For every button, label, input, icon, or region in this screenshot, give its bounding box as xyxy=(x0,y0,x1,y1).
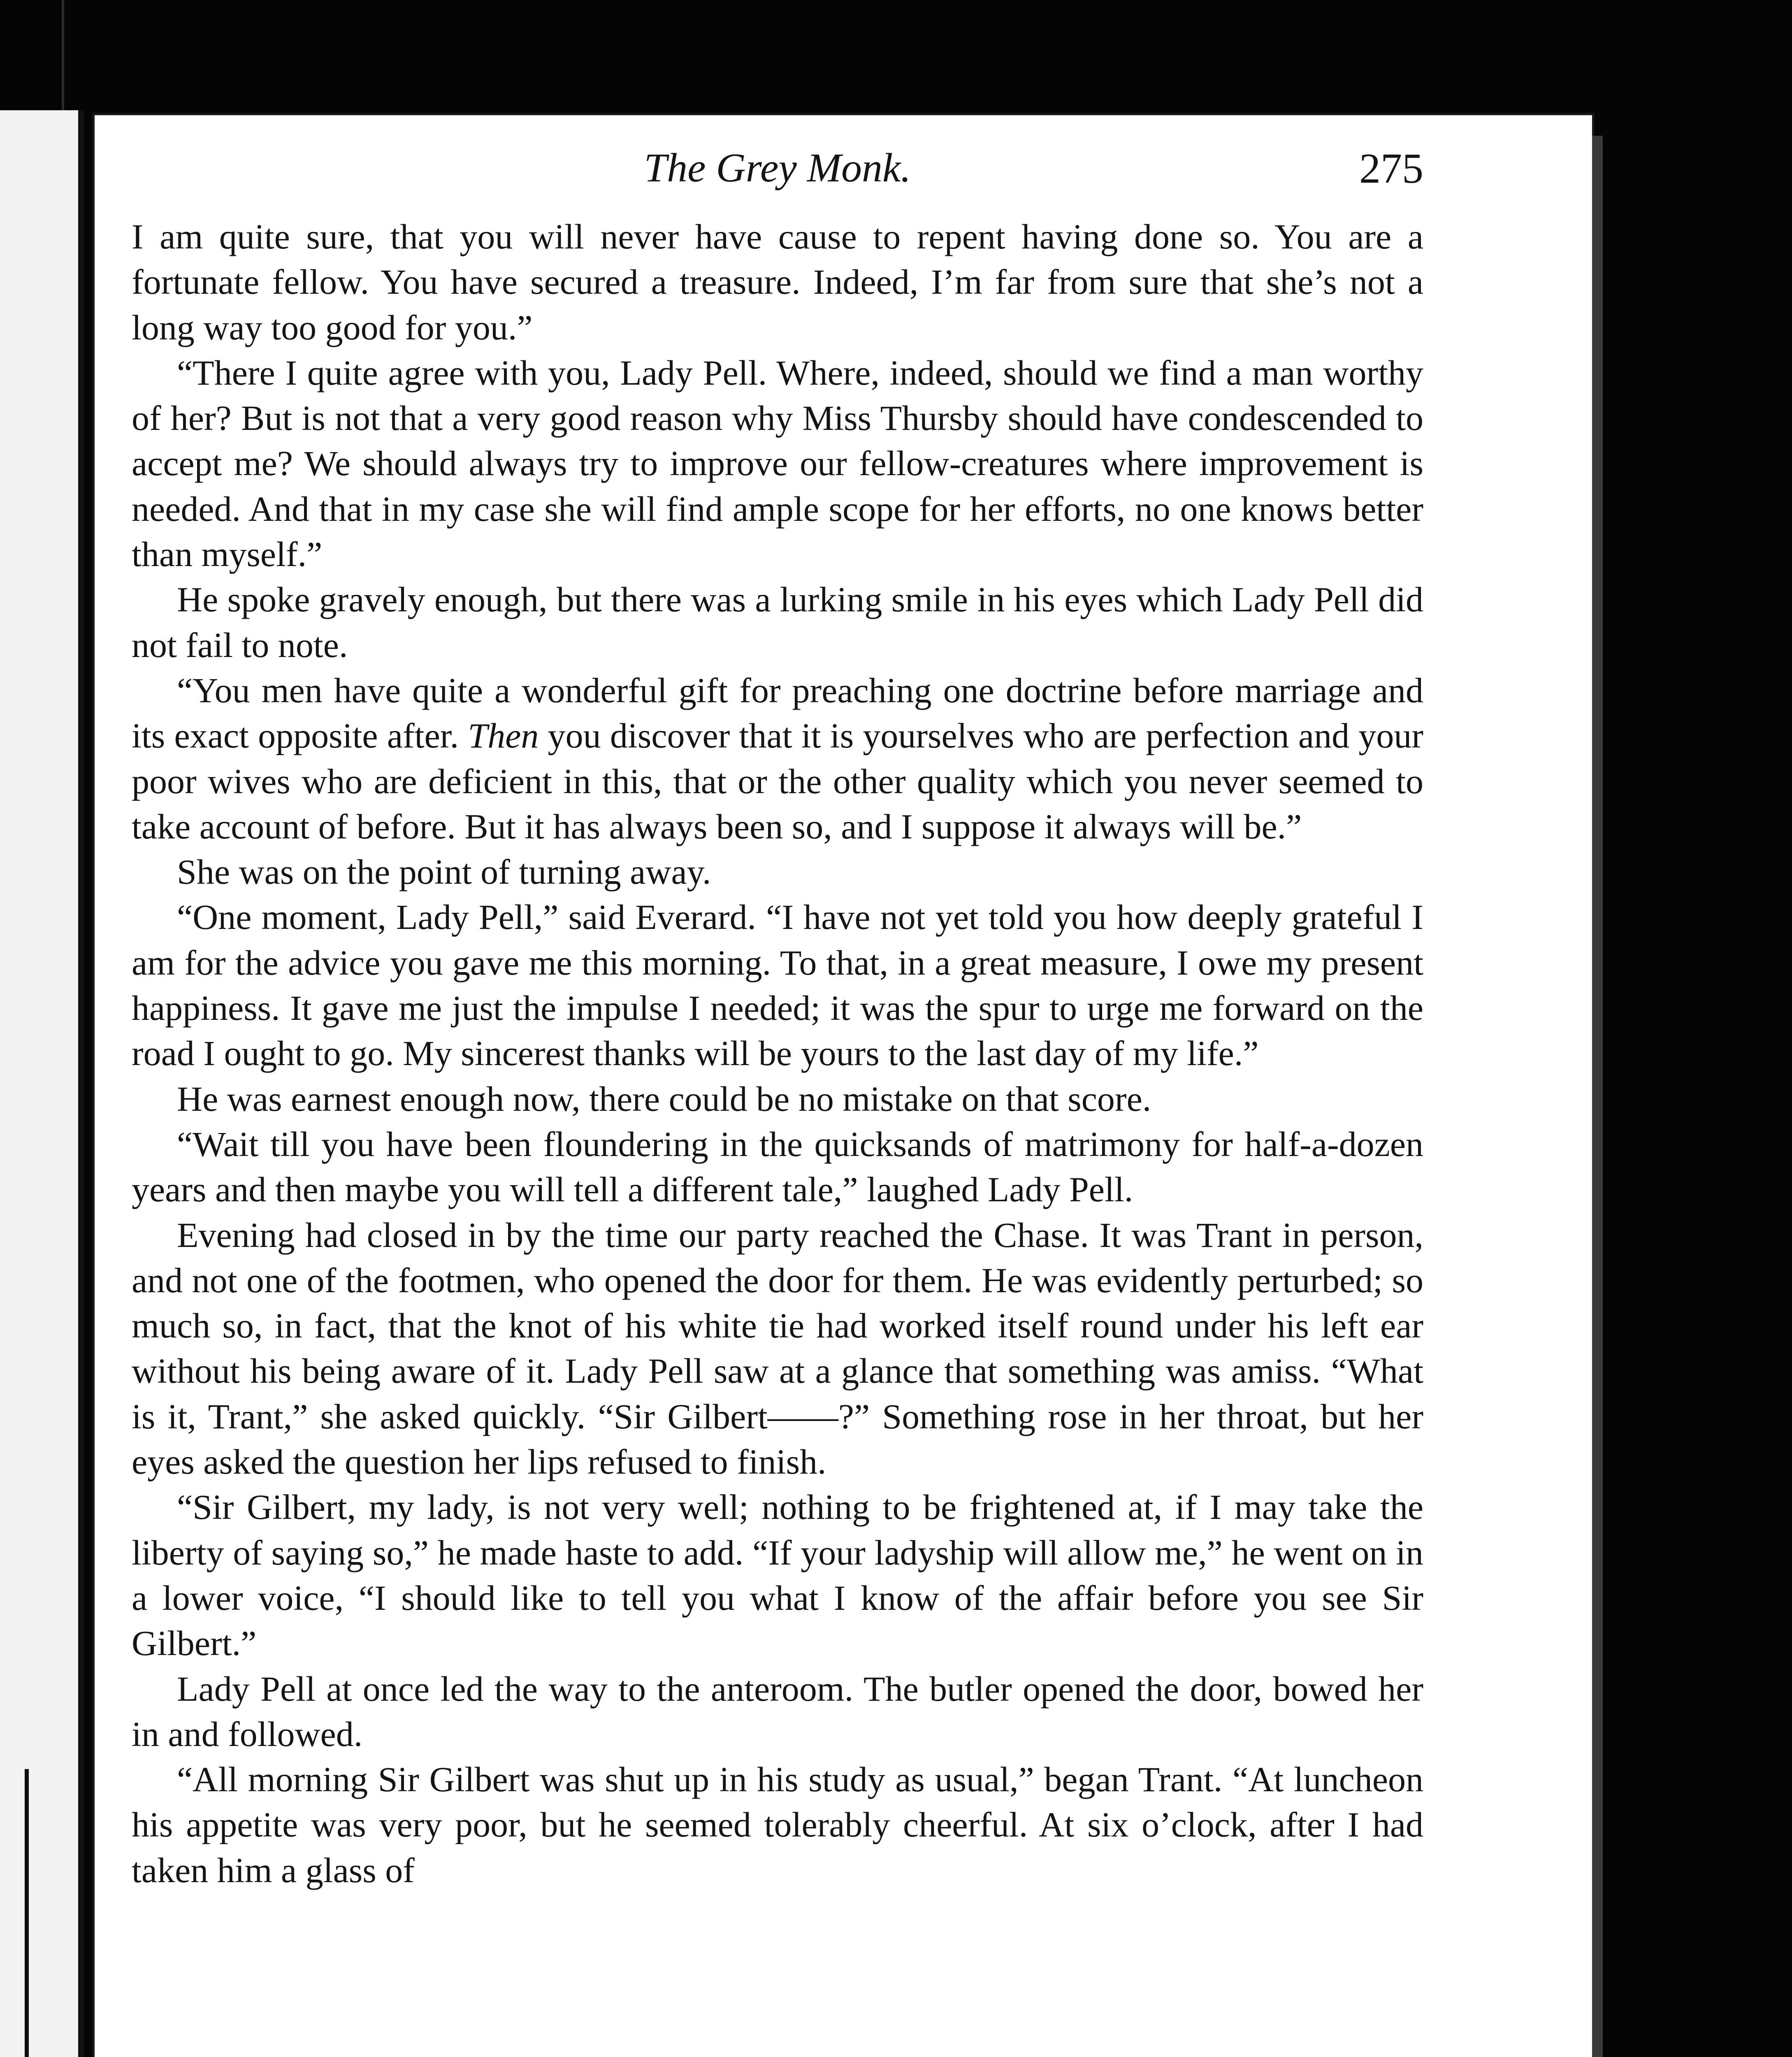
paragraph: He was earnest enough now, there could be no mistake on that score. xyxy=(177,1079,1151,1119)
page-number: 275 xyxy=(1359,145,1423,192)
previous-page-edge xyxy=(0,110,84,2057)
paragraph: “Sir Gilbert, my lady, is not very well; nothing to be frightened at, if I may take the liberty of saying so,” he made haste to add. “If your ladyship will allow me,” he went on in a lower voice, “I should like to tell you what I know of the affair before you see Sir Gilbert.” xyxy=(132,1487,1423,1663)
paragraph-text: you discover that it is yourselves who are perfection and your poor wives who are deficient in this, that or the other quality which you never seemed to take account of before. But it has always been so, and I suppose it always will be.” xyxy=(132,716,1424,846)
paragraph-text: “You men have quite a wonderful gift for preaching one doctrine before marriage and its exact opposite after. xyxy=(132,670,1423,756)
running-title: The Grey Monk. xyxy=(644,145,911,190)
paragraph: “One moment, Lady Pell,” said Everard. “I have not yet told you how deeply grateful I am for the advice you gave me this morning. To that, in a great measure, I owe my present happiness. It gave me just the impulse I needed; it was the spur to urge me forward on the road I ought to go. My sincerest thanks will be yours to the last day of my life.” xyxy=(132,897,1423,1073)
page-edge-shadow xyxy=(1592,136,1603,2057)
paragraph: “All morning Sir Gilbert was shut up in his study as usual,” began Trant. “At luncheon his appetite was very poor, but he seemed tolerably cheerful. At six o’clock, after I had taken him a glass of xyxy=(132,1760,1423,1890)
italic-emphasis: Then xyxy=(468,716,539,756)
paragraph: “There I quite agree with you, Lady Pell. Where, indeed, should we find a man worthy of her? But is not that a very good reason why Miss Thursby should have condescended to accept me? We should always try to improve our fellow-creatures where improvement is needed. And that in my case she will find ample scope for her efforts, no one knows better than myself.” xyxy=(132,353,1423,574)
paragraph: “Wait till you have been floundering in the quicksands of matrimony for half-a-dozen years and then maybe you will tell a different tale,” laughed Lady Pell. xyxy=(132,1124,1423,1210)
paragraph: Evening had closed in by the time our party reached the Chase. It was Trant in person, and not one of the footmen, who opened the door for them. He was evidently perturbed; so much so, in fact, that the knot of his white tie had worked itself round under his left ear without his being aware of it. Lady Pell saw at a glance that something was amiss. “What is it, Trant,” she asked quickly. “Sir Gilbert——?” Something rose in her throat, but her eyes asked the question her lips refused to finish. xyxy=(132,1215,1423,1482)
paragraph: I am quite sure, that you will never have cause to repent having done so. You are a fortunate fellow. You have secured a treasure. Indeed, I’m far from sure that she’s not a long way too good for you.” xyxy=(132,217,1423,347)
paragraph xyxy=(132,668,1423,849)
paragraph: He spoke gravely enough, but there was a lurking smile in his eyes which Lady Pell did not fail to note. xyxy=(132,580,1423,665)
body-text xyxy=(132,214,1423,1893)
paragraph: Lady Pell at once led the way to the anteroom. The butler opened the door, bowed her in and followed. xyxy=(132,1669,1423,1754)
paragraph: She was on the point of turning away. xyxy=(177,852,711,892)
binding-shadow xyxy=(25,1769,45,2057)
running-header xyxy=(132,132,1423,218)
